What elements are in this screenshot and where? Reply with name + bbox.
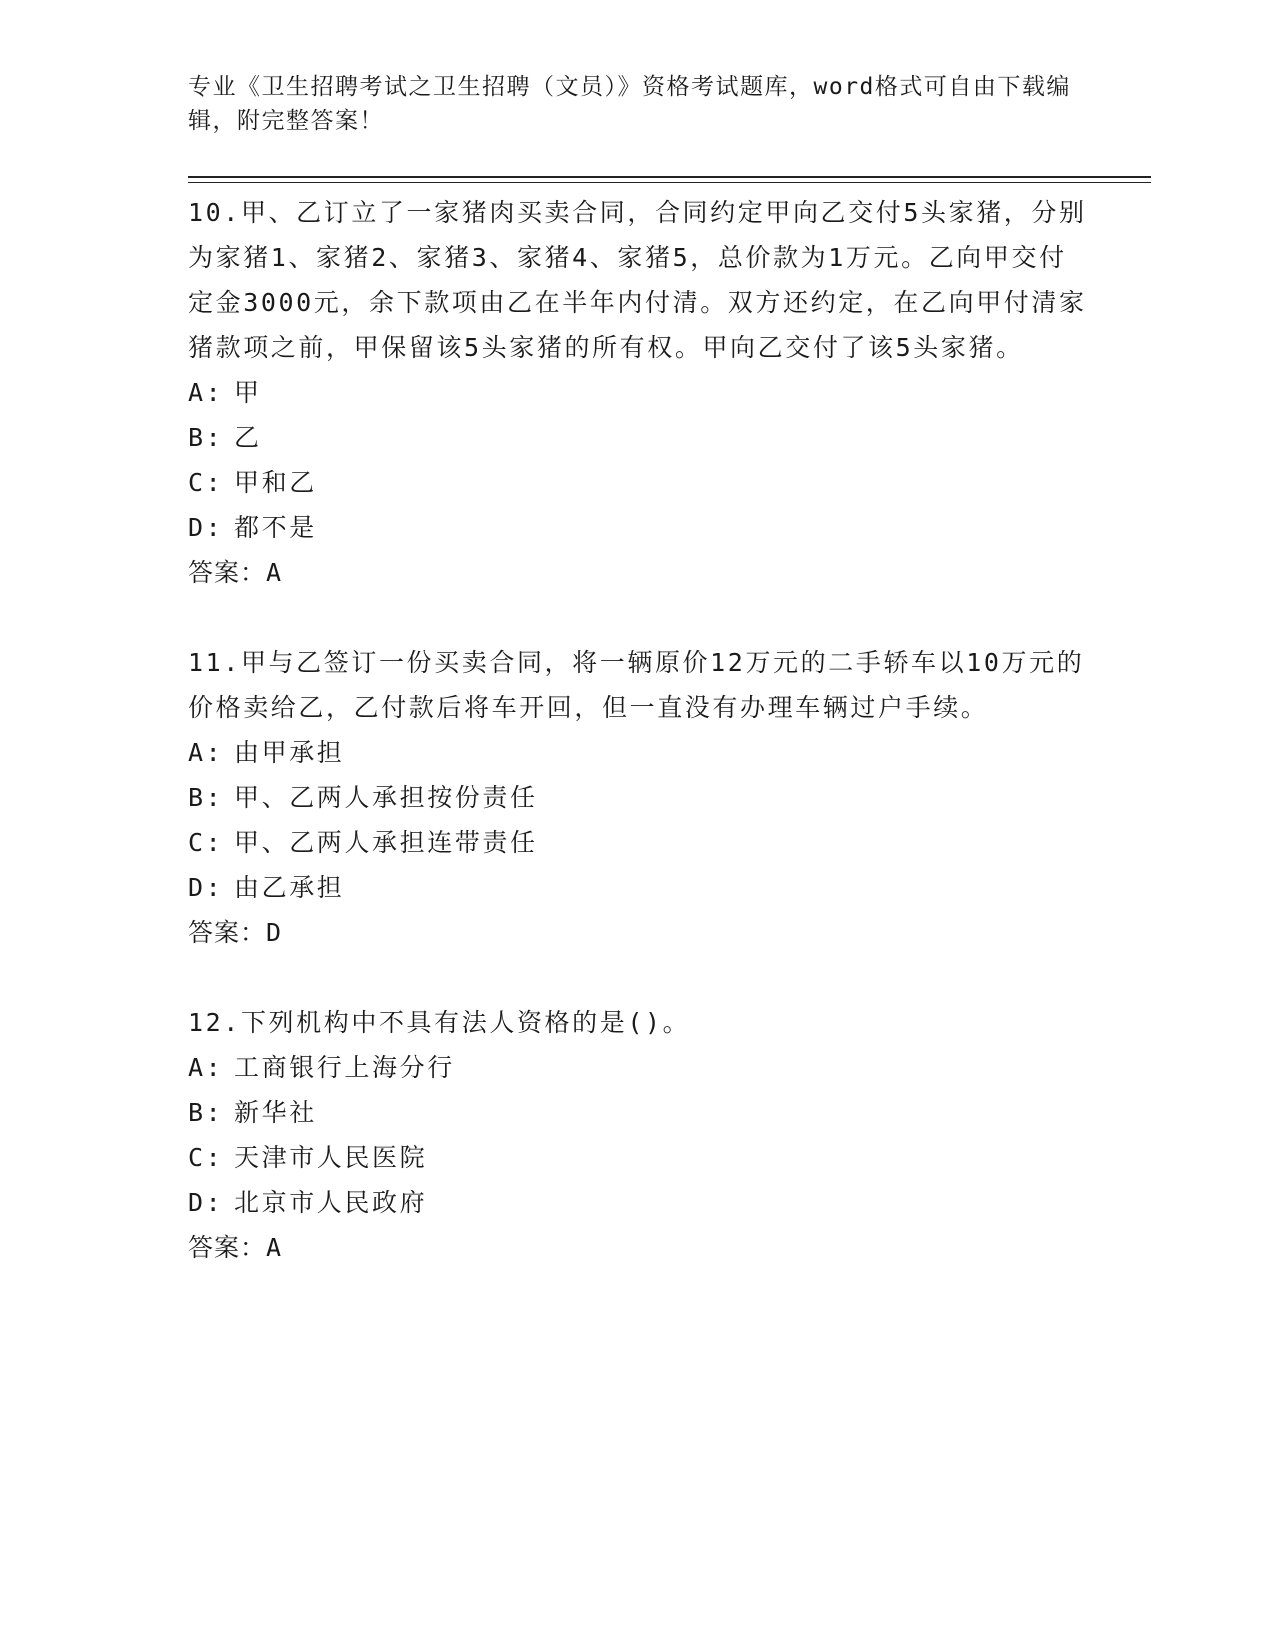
option-text: 由乙承担 [234, 873, 345, 902]
option-letter: D: [188, 873, 224, 902]
option-text: 新华社 [234, 1098, 317, 1127]
option-a [188, 730, 1088, 775]
question-gap [188, 595, 1088, 640]
answer-label: 答案： [188, 1233, 267, 1262]
option-text: 甲和乙 [234, 468, 317, 497]
question-10 [188, 190, 1088, 595]
option-letter: A: [188, 378, 224, 407]
answer-value: D [266, 918, 283, 947]
answer-line [188, 550, 1088, 595]
option-text: 乙 [234, 423, 262, 452]
document-header: 专业《卫生招聘考试之卫生招聘（文员）》资格考试题库，word格式可自由下载编辑，附完整答案！ [188, 74, 1071, 134]
option-letter: A: [188, 738, 224, 767]
question-text: 11.甲与乙签订一份买卖合同，将一辆原价12万元的二手轿车以10万元的价格卖给乙，乙付款后将车开回，但一直没有办理车辆过户手续。 [188, 648, 1085, 722]
option-letter: D: [188, 1188, 224, 1217]
option-c [188, 1135, 1088, 1180]
header-divider-thin [188, 182, 1151, 183]
option-text: 都不是 [234, 513, 317, 542]
option-text: 甲 [234, 378, 262, 407]
option-b [188, 415, 1088, 460]
option-b [188, 1090, 1088, 1135]
option-text: 天津市人民医院 [234, 1143, 428, 1172]
answer-value: A [266, 558, 283, 587]
question-gap [188, 955, 1088, 1000]
option-letter: B: [188, 783, 224, 812]
option-c [188, 460, 1088, 505]
answer-label: 答案： [188, 918, 267, 947]
question-list [188, 190, 1088, 1270]
option-letter: D: [188, 513, 224, 542]
option-letter: C: [188, 468, 224, 497]
option-letter: C: [188, 1143, 224, 1172]
option-letter: A: [188, 1053, 224, 1082]
option-text: 由甲承担 [234, 738, 345, 767]
option-c [188, 820, 1088, 865]
option-d [188, 1180, 1088, 1225]
option-d [188, 865, 1088, 910]
question-text: 12.下列机构中不具有法人资格的是()。 [188, 1008, 691, 1037]
option-letter: C: [188, 828, 224, 857]
answer-line [188, 910, 1088, 955]
header-divider-thick [188, 176, 1151, 178]
answer-value: A [266, 1233, 283, 1262]
answer-label: 答案： [188, 558, 267, 587]
answer-line [188, 1225, 1088, 1270]
option-text: 甲、乙两人承担按份责任 [234, 783, 538, 812]
option-letter: B: [188, 1098, 224, 1127]
option-d [188, 505, 1088, 550]
option-text: 甲、乙两人承担连带责任 [234, 828, 538, 857]
option-text: 工商银行上海分行 [234, 1053, 455, 1082]
option-b [188, 775, 1088, 820]
option-a [188, 370, 1088, 415]
question-12 [188, 1000, 1088, 1270]
option-text: 北京市人民政府 [234, 1188, 428, 1217]
option-a [188, 1045, 1088, 1090]
question-text: 10.甲、乙订立了一家猪肉买卖合同，合同约定甲向乙交付5头家猪，分别为家猪1、家猪2、家猪3、家猪4、家猪5，总价款为1万元。乙向甲交付定金3000元，余下款项由乙在半年内付清。双方还约定，在乙向甲付清家猪款项之前，甲保留该5头家猪的所有权。甲向乙交付了该5头家猪。 [188, 198, 1087, 362]
option-letter: B: [188, 423, 224, 452]
question-11 [188, 640, 1088, 955]
